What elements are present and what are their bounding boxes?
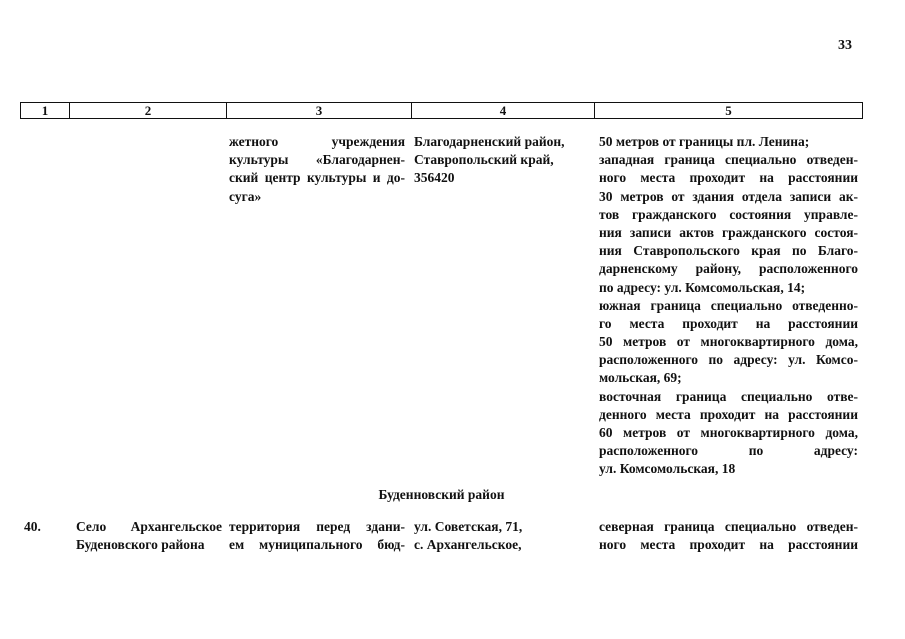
text-line: Село Архангельское bbox=[76, 519, 222, 534]
text-line: 30 метров от здания отдела записи ак- bbox=[599, 188, 858, 204]
table-header-cell: 1 bbox=[41, 103, 49, 118]
text-line: культуры «Благодарнен- bbox=[229, 152, 405, 168]
text-line: расположенного по адресу: bbox=[599, 443, 858, 459]
table-header-cell: 4 bbox=[411, 103, 594, 118]
text-line: северная граница специально отведен- bbox=[599, 519, 858, 534]
table-header-cell: 3 bbox=[226, 103, 411, 118]
row40-col5 bbox=[599, 518, 858, 554]
table-header-cell: 2 bbox=[69, 103, 226, 118]
table-header-row bbox=[20, 102, 863, 119]
text-line: жетного учреждения bbox=[229, 134, 405, 149]
text-line: Благодарненский район, bbox=[414, 134, 565, 149]
text-line: ния Ставропольского края по Благо- bbox=[599, 243, 858, 259]
text-line: 50 метров от границы пл. Ленина; bbox=[599, 134, 810, 149]
text-line: западная граница специально отведен- bbox=[599, 152, 858, 168]
text-line: с. Архангельское, bbox=[414, 537, 522, 553]
text-line: го места проходит на расстоянии bbox=[599, 315, 858, 331]
section-title: Буденновский район bbox=[378, 487, 505, 502]
text-line: ного места проходит на расстоянии bbox=[599, 170, 858, 186]
row40-col4 bbox=[414, 518, 589, 554]
text-line: расположенного по адресу: ул. Комсо- bbox=[599, 352, 858, 368]
text-line: суга» bbox=[229, 188, 262, 204]
continuation-col5 bbox=[599, 133, 858, 479]
text-line: дарненскому району, расположенного bbox=[599, 261, 858, 277]
text-line: ния записи актов гражданского состоя- bbox=[599, 224, 858, 240]
text-line: Ставропольский край, bbox=[414, 152, 554, 168]
text-line: тов гражданского состояния управле- bbox=[599, 206, 858, 222]
text-line: по адресу: ул. Комсомольская, 14; bbox=[599, 279, 806, 295]
text-line: 50 метров от многоквартирного дома, bbox=[599, 334, 858, 350]
text-line: денного места проходит на расстоянии bbox=[599, 406, 858, 422]
text-line: восточная граница специально отве- bbox=[599, 388, 858, 404]
text-line: мольская, 69; bbox=[599, 370, 682, 386]
text-line: 356420 bbox=[414, 170, 455, 186]
text-line: ул. Советская, 71, bbox=[414, 519, 523, 534]
text-line: ский центр культуры и до- bbox=[229, 170, 405, 186]
text-line: ного места проходит на расстоянии bbox=[599, 537, 858, 553]
continuation-col3 bbox=[229, 133, 405, 206]
text-line: южная граница специально отведенно- bbox=[599, 297, 858, 313]
row40-col2 bbox=[76, 518, 222, 554]
text-line: 60 метров от многоквартирного дома, bbox=[599, 425, 858, 440]
text-line: ем муниципального бюд- bbox=[229, 537, 405, 553]
table-header-cell: 5 bbox=[594, 103, 862, 118]
continuation-col4 bbox=[414, 133, 589, 188]
page-number: 33 bbox=[838, 38, 852, 53]
text-line: территория перед здани- bbox=[229, 519, 405, 534]
text-line: ул. Комсомольская, 18 bbox=[599, 461, 736, 477]
row-number: 40. bbox=[24, 519, 41, 534]
text-line: Буденовского района bbox=[76, 537, 205, 553]
row40-col3 bbox=[229, 518, 405, 554]
